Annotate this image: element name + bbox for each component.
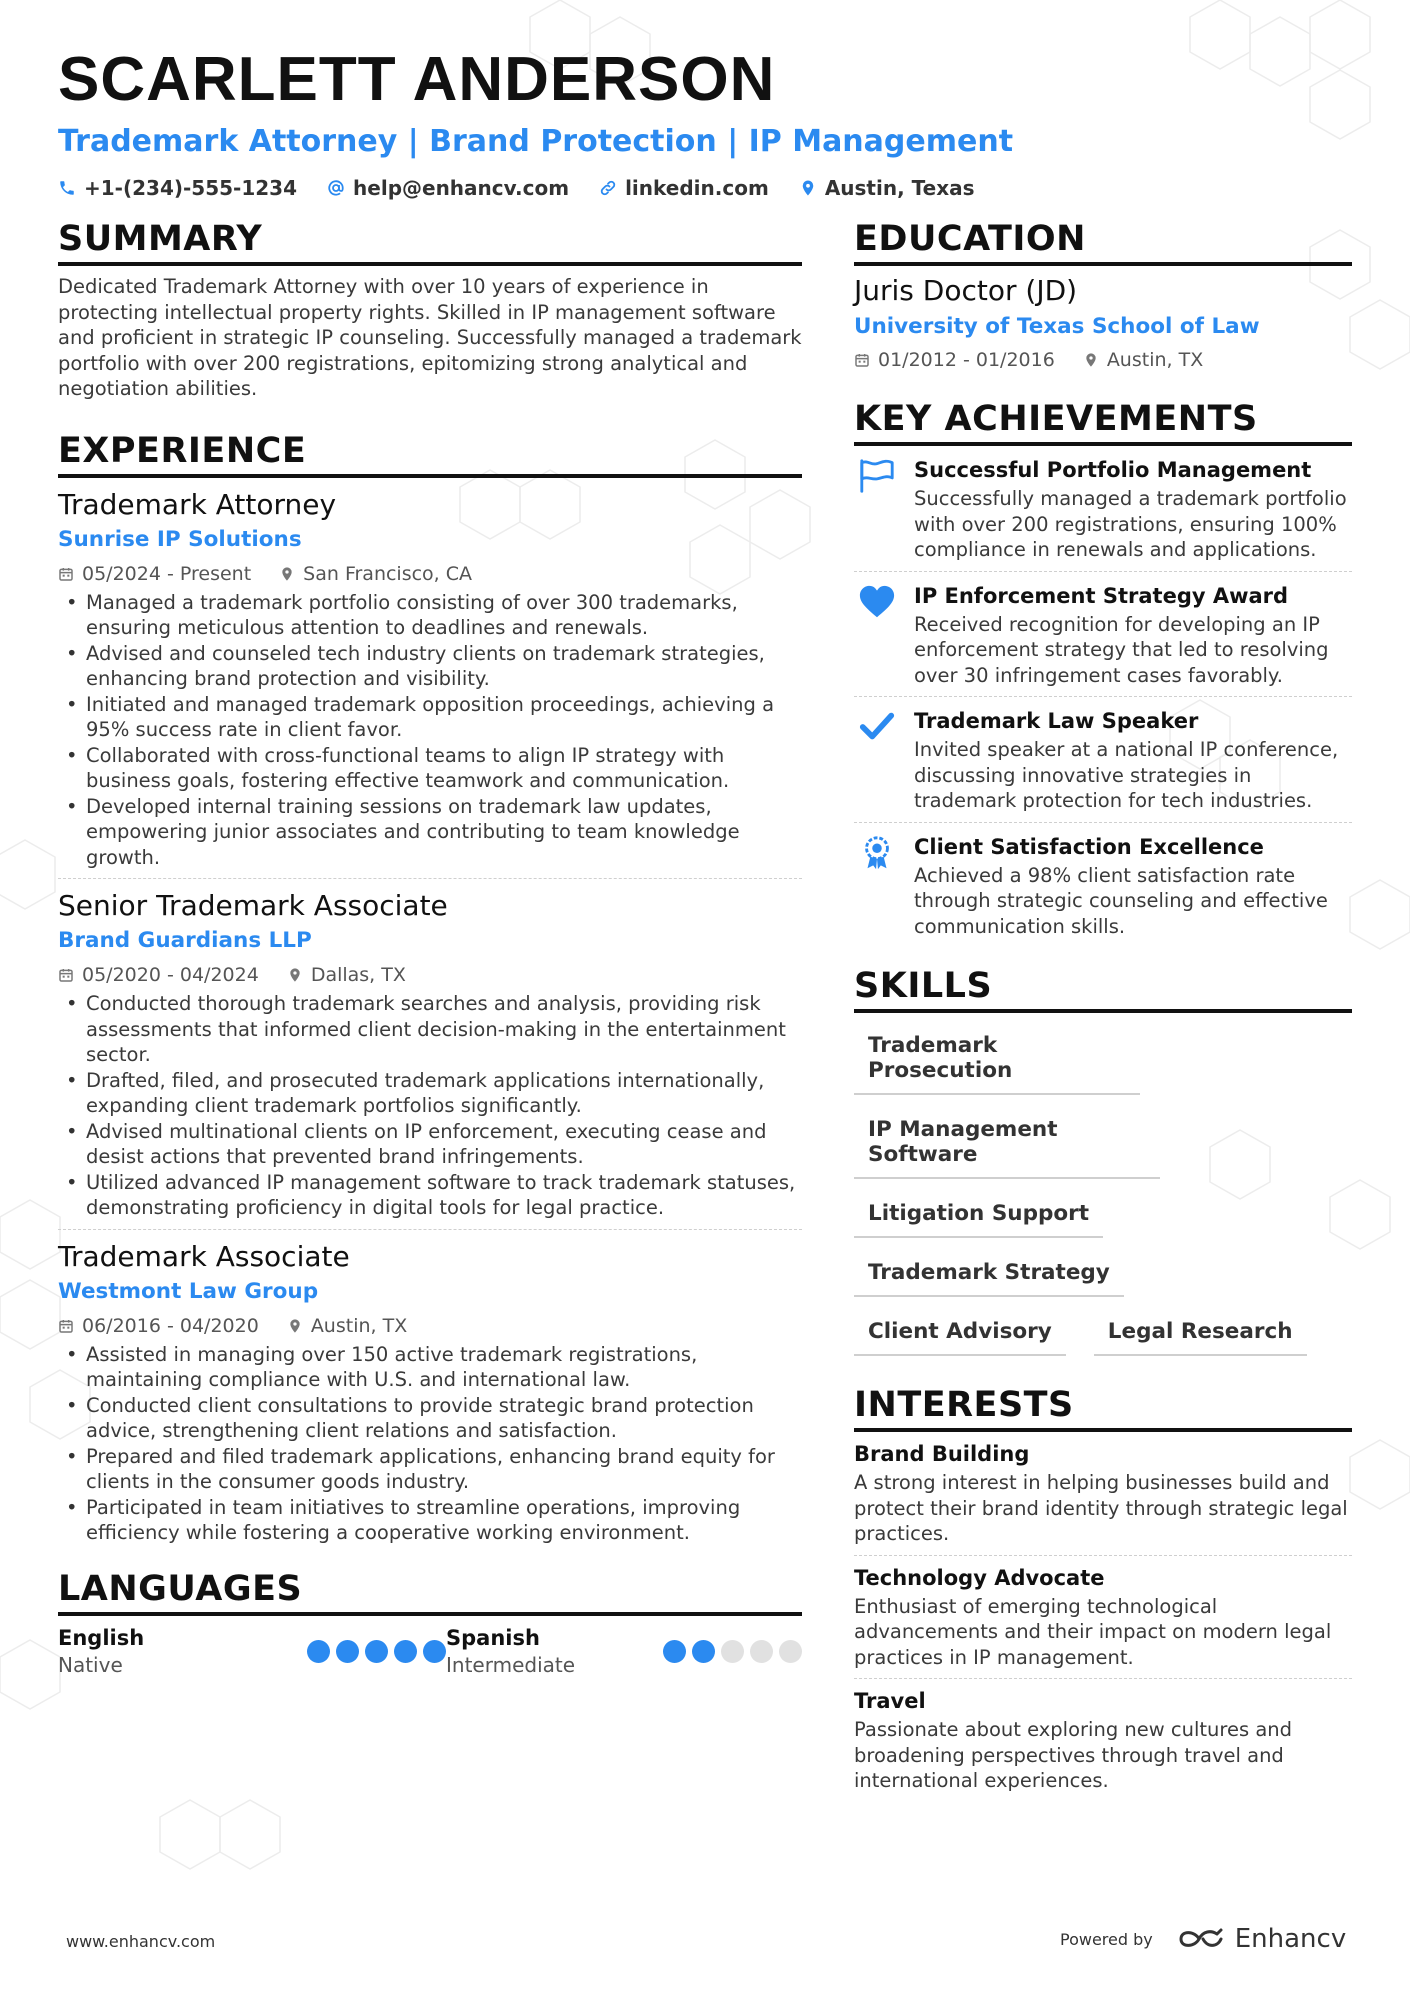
education-dates-text: 01/2012 - 01/2016	[878, 349, 1055, 371]
languages-row	[58, 1624, 802, 1678]
link-icon	[599, 179, 617, 197]
language-level: Intermediate	[446, 1652, 576, 1677]
language-item	[446, 1624, 802, 1678]
education-degree: Juris Doctor (JD)	[854, 274, 1078, 307]
achievement-item	[854, 705, 1352, 814]
job-bullet: • Collaborated with cross-functional teams to align IP strategy with business goals, fostering effective teamwork and communication.	[58, 743, 802, 794]
location-pin-icon	[287, 1318, 303, 1334]
achievements-section	[854, 398, 1352, 939]
location-pin-icon	[279, 566, 295, 582]
rating-dot-filled	[365, 1640, 388, 1663]
achievements-heading: KEY ACHIEVEMENTS	[854, 398, 1352, 446]
candidate-name: SCARLETT ANDERSON	[58, 45, 776, 114]
achievement-title: Client Satisfaction Excellence	[914, 834, 1264, 859]
skill-tag: Client Advisory	[854, 1305, 1066, 1356]
heart-icon	[858, 584, 896, 620]
at-icon	[327, 179, 345, 197]
interest-desc: Passionate about exploring new cultures and broadening perspectives through travel and international experiences.	[854, 1718, 1293, 1792]
achievement-title: IP Enforcement Strategy Award	[914, 583, 1289, 608]
language-name: English	[58, 1625, 145, 1650]
job-bullet: • Conducted thorough trademark searches and analysis, providing risk assessments that informed client decision-making in the entertainment sector.	[58, 991, 802, 1068]
job-bullet: • Initiated and managed trademark opposition proceedings, achieving a 95% success rate in client favor.	[58, 692, 802, 743]
enhancv-logo[interactable]	[1177, 1924, 1346, 1954]
phone-icon	[58, 179, 76, 197]
achievement-title: Successful Portfolio Management	[914, 458, 1312, 482]
job-bullet: • Advised multinational clients on IP enforcement, executing cease and desist actions that prevented brand infringements.	[58, 1119, 802, 1170]
contact-location	[799, 176, 975, 200]
languages-section	[58, 1568, 802, 1678]
job-location-text: Austin, TX	[310, 1314, 408, 1337]
job-meta	[58, 562, 802, 586]
contact-linkedin-text: linkedin.com	[625, 176, 769, 200]
job-bullet: • Managed a trademark portfolio consisting of over 300 trademarks, ensuring meticulous attention to deadlines and renewals.	[58, 590, 802, 641]
job-entry	[58, 486, 802, 880]
job-dates	[58, 562, 251, 586]
education-school[interactable]: University of Texas School of Law	[854, 314, 1260, 339]
education-dates	[854, 348, 1055, 372]
rating-dot-filled	[663, 1640, 686, 1663]
location-pin-icon	[1083, 352, 1099, 368]
rating-dot-empty	[721, 1640, 744, 1663]
interest-desc: A strong interest in helping businesses build and protect their brand identity through strategic legal practices.	[854, 1471, 1348, 1545]
job-bullet: • Drafted, filed, and prosecuted trademark applications internationally, expanding client trademark portfolios significantly.	[58, 1068, 802, 1119]
interest-title: Travel	[854, 1689, 926, 1713]
experience-section	[58, 430, 802, 1546]
achievement-item	[854, 831, 1352, 940]
achievement-divider	[854, 822, 1352, 823]
job-title: Trademark Attorney	[58, 487, 337, 521]
experience-heading: EXPERIENCE	[58, 430, 802, 478]
skills-list	[854, 1019, 1352, 1364]
education-section	[854, 218, 1352, 372]
achievement-desc: Successfully managed a trademark portfolio with over 200 registrations, ensuring 100% compliance in renewals and applications.	[914, 487, 1347, 561]
contact-email-text: help@enhancv.com	[353, 176, 570, 200]
achievement-title: Trademark Law Speaker	[914, 709, 1199, 733]
enhancv-logo-icon	[1177, 1926, 1225, 1952]
job-bullet: • Utilized advanced IP management software to track trademark statuses, demonstrating proficiency in digital tools for legal practice.	[58, 1170, 802, 1221]
achievement-item	[854, 580, 1352, 689]
job-location	[279, 562, 472, 586]
job-entry	[58, 887, 802, 1230]
job-bullets	[58, 590, 802, 871]
award-ribbon-icon	[858, 835, 896, 871]
job-dates-text: 05/2024 - Present	[82, 562, 252, 585]
job-company[interactable]: Westmont Law Group	[58, 1278, 319, 1304]
job-bullet: • Assisted in managing over 150 active trademark registrations, maintaining compliance with U.S. and international law.	[58, 1342, 802, 1393]
achievement-divider	[854, 696, 1352, 697]
resume-header	[58, 42, 1358, 200]
education-location-text: Austin, TX	[1106, 349, 1204, 371]
job-dates	[58, 1314, 259, 1338]
languages-heading: LANGUAGES	[58, 1568, 802, 1616]
job-location-text: Dallas, TX	[310, 964, 406, 986]
job-meta	[58, 963, 802, 987]
job-company[interactable]: Sunrise IP Solutions	[58, 526, 302, 552]
rating-dot-filled	[423, 1640, 446, 1663]
enhancv-brand-text: Enhancv	[1234, 1924, 1347, 1954]
job-bullet: • Developed internal training sessions on trademark law updates, empowering junior associates and contributing to team knowledge growth.	[58, 794, 802, 871]
job-location-text: San Francisco, CA	[303, 562, 473, 585]
calendar-icon	[58, 967, 74, 983]
location-pin-icon	[799, 179, 817, 197]
skill-tag: Trademark Strategy	[854, 1246, 1124, 1297]
achievement-divider	[854, 571, 1352, 572]
education-heading: EDUCATION	[854, 218, 1352, 266]
contact-linkedin[interactable]	[599, 176, 769, 200]
summary-text: Dedicated Trademark Attorney with over 10 years of experience in protecting intellectual property rights. Skilled in IP management software and proficient in strategic IP counseling. Successfully managed a trademark portfolio with over 200 registrations, epitomizing strong analytical and negotiation abilities.	[58, 275, 802, 400]
education-meta	[854, 348, 1352, 372]
rating-dot-filled	[692, 1640, 715, 1663]
rating-dot-empty	[779, 1640, 802, 1663]
left-column	[58, 218, 802, 1678]
rating-dot-filled	[394, 1640, 417, 1663]
calendar-icon	[854, 352, 870, 368]
contact-phone-text: +1-(234)-555-1234	[84, 176, 298, 200]
summary-heading: SUMMARY	[58, 218, 802, 266]
calendar-icon	[58, 1318, 74, 1334]
education-location	[1083, 348, 1203, 372]
rating-dot-empty	[750, 1640, 773, 1663]
skills-section	[854, 965, 1352, 1364]
footer-powered-by	[1060, 1924, 1346, 1954]
interest-divider	[854, 1678, 1352, 1679]
job-dates-text: 06/2016 - 04/2020	[82, 1314, 259, 1337]
language-rating	[663, 1640, 802, 1663]
job-divider	[58, 1229, 802, 1230]
skill-tag: Legal Research	[1094, 1305, 1307, 1356]
interest-divider	[854, 1555, 1352, 1556]
contact-phone[interactable]	[58, 176, 297, 200]
calendar-icon	[58, 566, 74, 582]
language-item	[58, 1624, 446, 1678]
job-title: Senior Trademark Associate	[58, 889, 448, 922]
language-name: Spanish	[446, 1625, 540, 1650]
candidate-title: Trademark Attorney | Brand Protection | IP Management	[58, 124, 1014, 159]
job-bullet: • Conducted client consultations to provide strategic brand protection advice, strengthening client relations and satisfaction.	[58, 1393, 802, 1444]
contact-row	[58, 176, 1358, 200]
interest-desc: Enthusiast of emerging technological advancements and their impact on modern legal practices in IP management.	[854, 1594, 1332, 1669]
skills-heading: SKILLS	[854, 965, 1352, 1013]
contact-location-text: Austin, Texas	[824, 176, 975, 200]
job-divider	[58, 878, 802, 879]
achievement-desc: Received recognition for developing an IP enforcement strategy that led to resolving over 30 infringement cases favorably.	[914, 612, 1329, 687]
job-dates-text: 05/2020 - 04/2024	[82, 964, 259, 986]
language-level: Native	[58, 1652, 123, 1677]
language-rating	[307, 1640, 446, 1663]
footer-website[interactable]: www.enhancv.com	[66, 1932, 216, 1951]
job-bullet: • Prepared and filed trademark applications, enhancing brand equity for clients in the consumer goods industry.	[58, 1444, 802, 1495]
contact-email[interactable]	[327, 176, 569, 200]
job-dates	[58, 963, 259, 987]
rating-dot-filled	[336, 1640, 359, 1663]
achievement-desc: Invited speaker at a national IP conference, discussing innovative strategies in trademark protection for tech industries.	[914, 738, 1339, 812]
skill-tag: Litigation Support	[854, 1187, 1103, 1238]
interest-title: Technology Advocate	[854, 1565, 1105, 1590]
job-location	[287, 1314, 407, 1338]
job-bullet: • Advised and counseled tech industry clients on trademark strategies, enhancing brand protection and visibility.	[58, 641, 802, 692]
interest-title: Brand Building	[854, 1442, 1030, 1466]
interests-section	[854, 1384, 1352, 1794]
flag-icon	[858, 458, 896, 494]
job-company[interactable]: Brand Guardians LLP	[58, 928, 312, 953]
job-location	[287, 963, 406, 987]
summary-section	[58, 218, 802, 402]
job-bullet: • Participated in team initiatives to streamline operations, improving efficiency while fostering a cooperative working environment.	[58, 1495, 802, 1546]
skill-tag: IP Management Software	[854, 1103, 1160, 1179]
job-entry	[58, 1238, 802, 1546]
right-column	[854, 218, 1352, 1794]
job-bullets	[58, 991, 802, 1221]
achievement-desc: Achieved a 98% client satisfaction rate through strategic counseling and effective communication skills.	[914, 863, 1328, 938]
interests-heading: INTERESTS	[854, 1384, 1352, 1432]
rating-dot-filled	[307, 1640, 330, 1663]
checkmark-icon	[858, 709, 896, 745]
skill-tag: Trademark Prosecution	[854, 1019, 1140, 1095]
job-meta	[58, 1314, 802, 1338]
job-title: Trademark Associate	[58, 1239, 350, 1273]
location-pin-icon	[287, 967, 303, 983]
job-bullets	[58, 1342, 802, 1546]
powered-by-text: Powered by	[1060, 1929, 1153, 1949]
achievement-item	[854, 454, 1352, 563]
